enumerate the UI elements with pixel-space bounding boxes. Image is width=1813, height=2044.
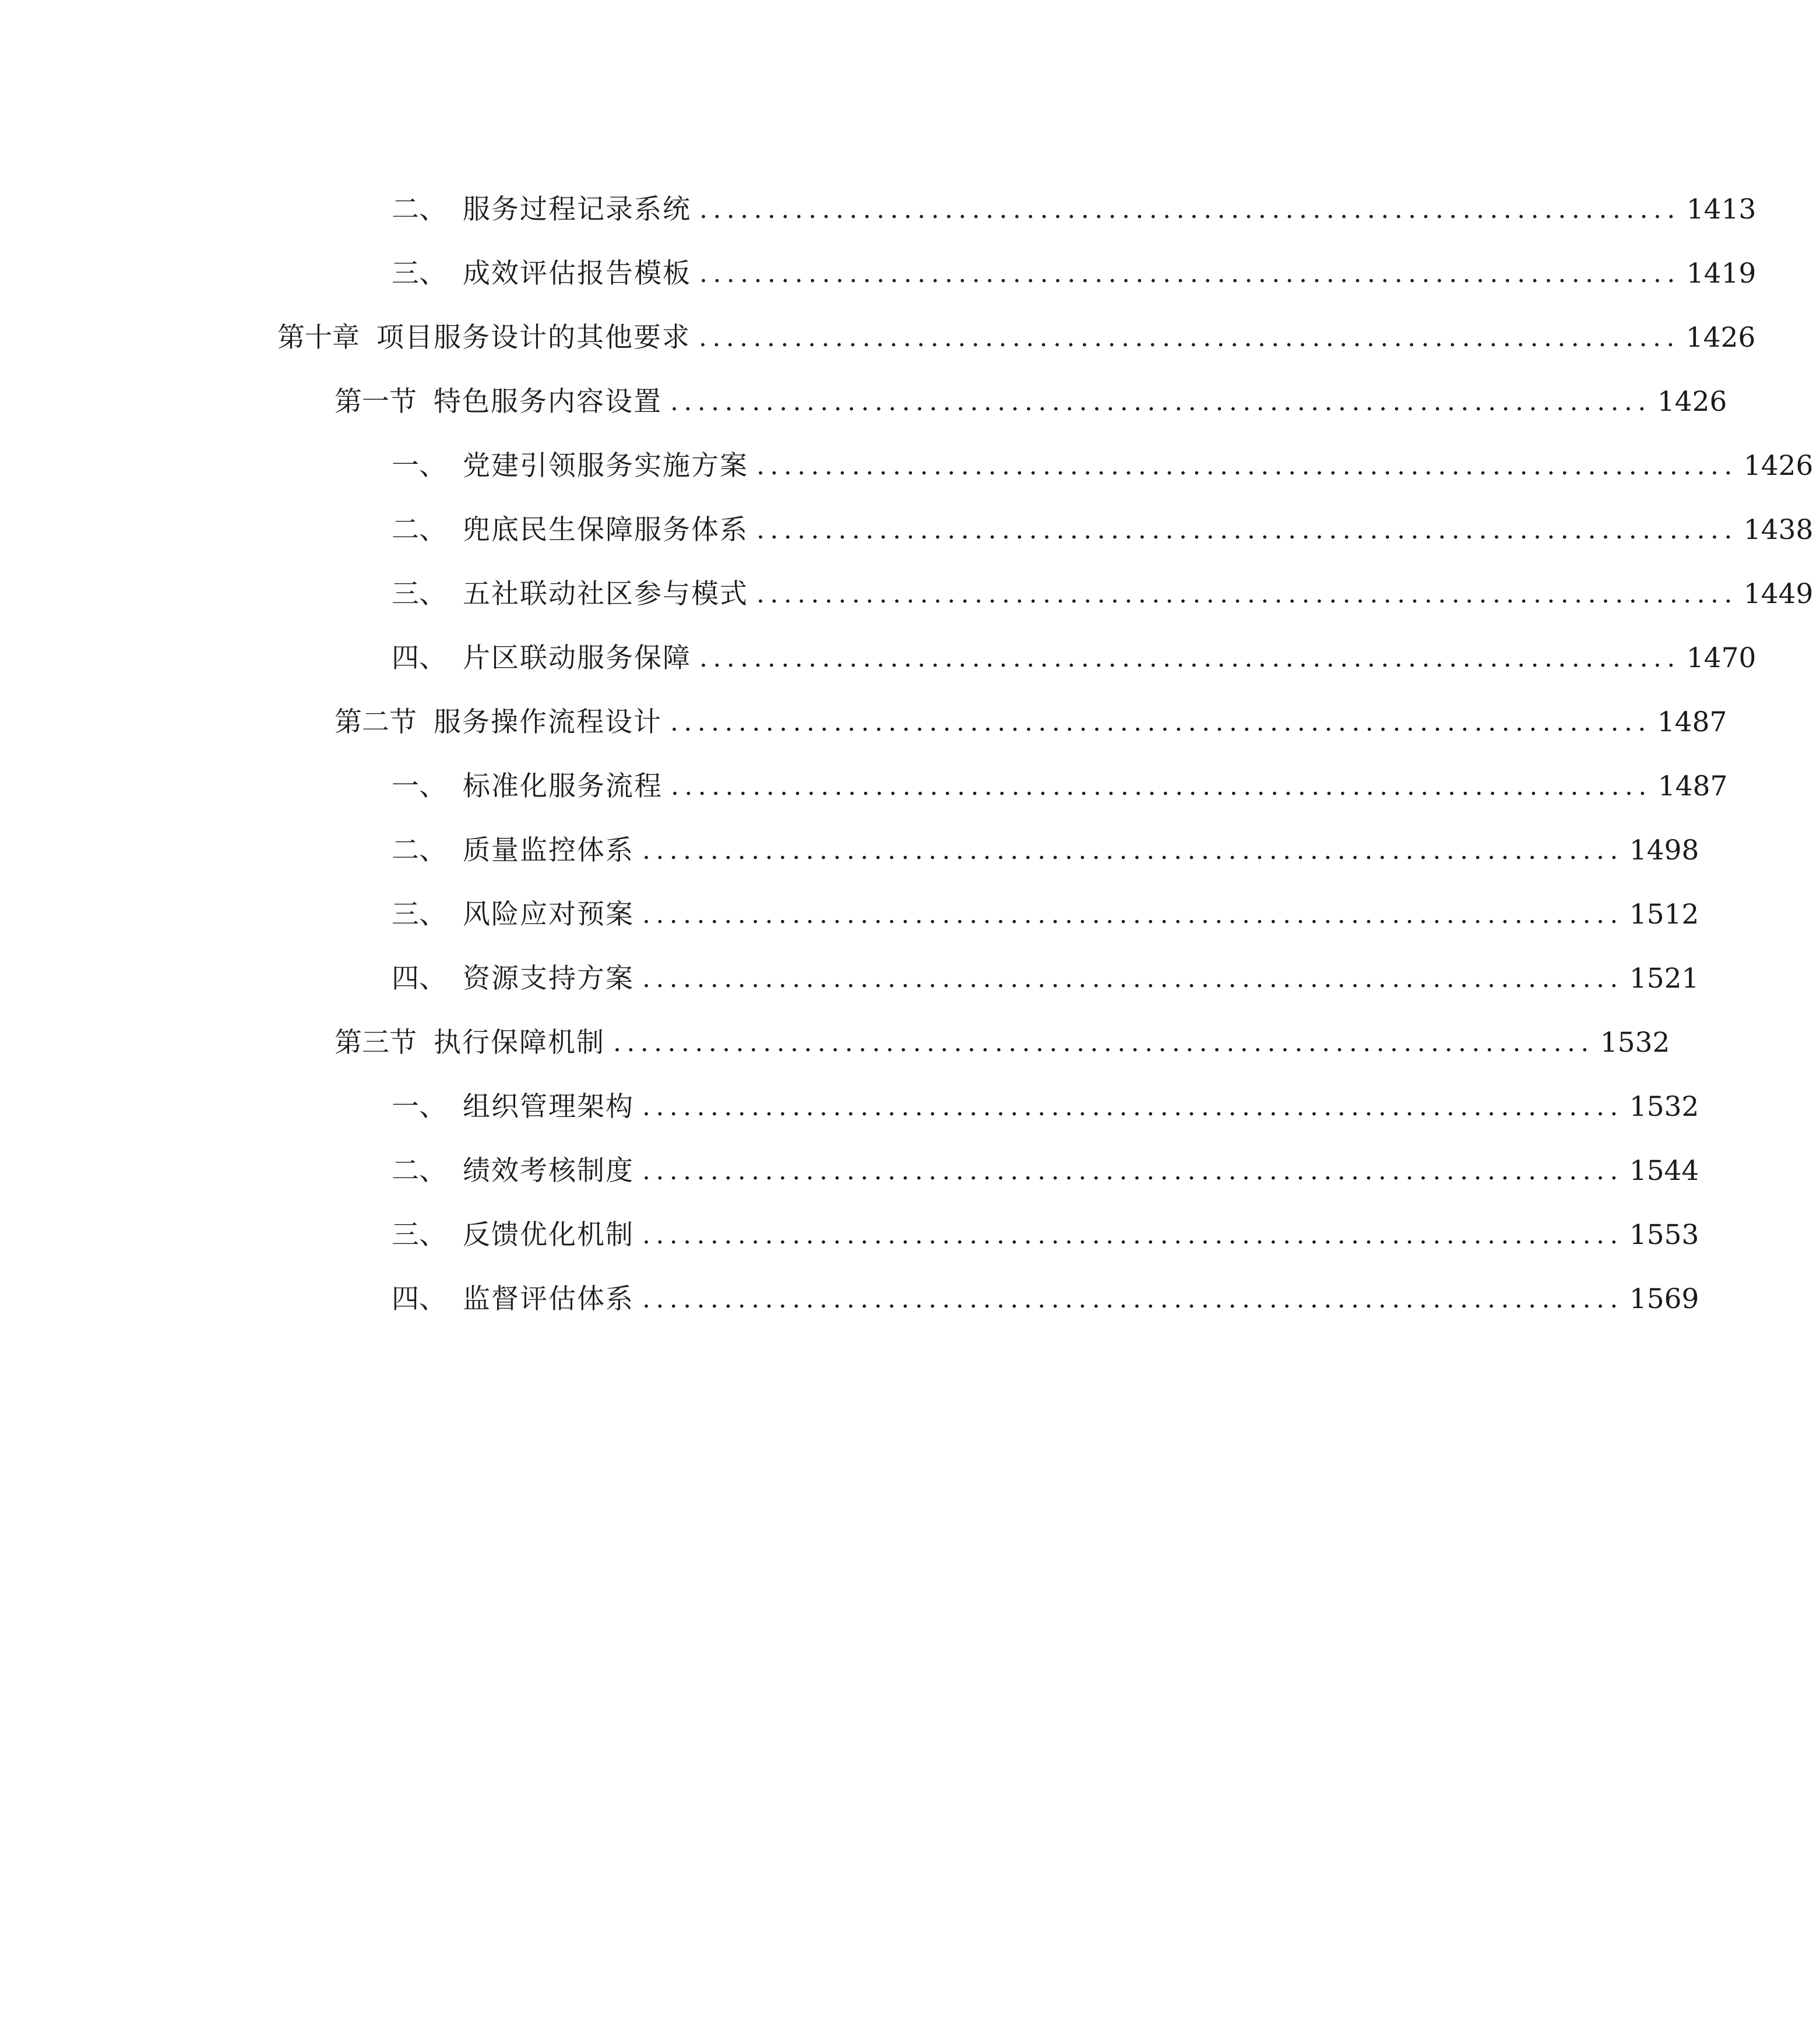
toc-entry[interactable] [392, 1078, 1699, 1125]
entry-number: 第三节 [335, 1027, 417, 1059]
entry-number: 一、 [392, 450, 446, 482]
entry-title: 五社联动社区参与模式 [463, 578, 748, 610]
dot-leader: ........................................................................ [642, 1156, 1624, 1186]
entry-number: 四、 [392, 642, 446, 674]
entry-number: 第二节 [335, 706, 417, 738]
entry-page-number: 1553 [1629, 1219, 1699, 1251]
dot-leader: ........................................................................ [642, 900, 1624, 929]
toc-entry[interactable] [392, 501, 1813, 548]
dot-leader: ........................................................................ [642, 836, 1624, 865]
entry-page-number: 1470 [1686, 642, 1756, 674]
entry-title: 执行保障机制 [434, 1027, 605, 1059]
entry-page-number: 1449 [1743, 578, 1813, 610]
dot-leader: ........................................................................ [642, 964, 1624, 993]
entry-title: 监督评估体系 [463, 1283, 634, 1315]
entry-number: 一、 [392, 1091, 446, 1123]
entry-page-number: 1487 [1657, 706, 1727, 738]
dot-leader: ........................................................................ [670, 707, 1652, 737]
toc-entry[interactable] [392, 565, 1813, 612]
toc-entry[interactable] [392, 757, 1728, 804]
toc-entry[interactable] [392, 1206, 1699, 1253]
toc-entry[interactable] [392, 181, 1756, 227]
dot-leader: ........................................................................ [671, 771, 1652, 801]
dot-leader: ........................................................................ [756, 451, 1738, 481]
entry-number: 三、 [392, 578, 446, 610]
toc-entry-section[interactable] [335, 373, 1727, 420]
entry-page-number: 1498 [1629, 834, 1699, 866]
entry-number: 第十章 [277, 322, 360, 354]
dot-leader: ........................................................................ [642, 1284, 1624, 1314]
toc-entry-section[interactable] [335, 693, 1727, 740]
toc-entry[interactable] [392, 950, 1699, 996]
entry-title: 反馈优化机制 [463, 1219, 634, 1251]
entry-title: 特色服务内容设置 [434, 386, 662, 418]
entry-title: 片区联动服务保障 [463, 642, 691, 674]
dot-leader: ........................................................................ [642, 1220, 1624, 1250]
entry-page-number: 1532 [1629, 1091, 1699, 1123]
entry-number: 四、 [392, 963, 446, 995]
entry-number: 二、 [392, 514, 446, 546]
entry-title: 质量监控体系 [463, 834, 634, 866]
entry-number: 第一节 [335, 386, 417, 418]
entry-title: 成效评估报告模板 [463, 258, 691, 290]
entry-page-number: 1532 [1600, 1027, 1670, 1059]
dot-leader: ........................................................................ [699, 259, 1681, 288]
entry-number: 三、 [392, 898, 446, 931]
entry-page-number: 1413 [1686, 193, 1756, 225]
entry-page-number: 1426 [1685, 322, 1756, 354]
dot-leader: ........................................................................ [756, 579, 1738, 609]
entry-number: 一、 [392, 770, 446, 802]
entry-title: 党建引领服务实施方案 [463, 450, 748, 482]
toc-entry[interactable] [392, 822, 1699, 868]
entry-number: 三、 [392, 258, 446, 290]
entry-title: 风险应对预案 [463, 898, 634, 931]
toc-entry-chapter[interactable] [277, 309, 1756, 355]
entry-page-number: 1569 [1629, 1283, 1699, 1315]
entry-number: 二、 [392, 834, 446, 866]
entry-page-number: 1544 [1629, 1155, 1699, 1187]
entry-title: 资源支持方案 [463, 963, 634, 995]
entry-title: 组织管理架构 [463, 1091, 634, 1123]
dot-leader: ........................................................................ [699, 323, 1680, 353]
entry-title: 服务操作流程设计 [434, 706, 662, 738]
entry-title: 兜底民生保障服务体系 [463, 514, 748, 546]
entry-title: 绩效考核制度 [463, 1155, 634, 1187]
entry-number: 四、 [392, 1283, 446, 1315]
entry-page-number: 1512 [1629, 898, 1699, 931]
toc-entry[interactable] [392, 437, 1813, 484]
entry-page-number: 1521 [1629, 963, 1699, 995]
toc-entry[interactable] [392, 629, 1756, 676]
entry-page-number: 1426 [1743, 450, 1813, 482]
toc-entry[interactable] [392, 886, 1699, 932]
toc-entry[interactable] [392, 245, 1756, 291]
dot-leader: ........................................................................ [670, 387, 1652, 417]
dot-leader: ........................................................................ [642, 1092, 1624, 1122]
entry-page-number: 1419 [1686, 258, 1756, 290]
entry-number: 二、 [392, 1155, 446, 1187]
toc-entry-section[interactable] [335, 1014, 1670, 1060]
dot-leader: ........................................................................ [756, 515, 1738, 545]
entry-title: 标准化服务流程 [463, 770, 663, 802]
entry-number: 二、 [392, 193, 446, 225]
entry-title: 服务过程记录系统 [463, 193, 691, 225]
entry-page-number: 1487 [1657, 770, 1728, 802]
dot-leader: ........................................................................ [613, 1028, 1594, 1058]
entry-page-number: 1426 [1657, 386, 1727, 418]
dot-leader: ........................................................................ [699, 195, 1681, 224]
entry-page-number: 1438 [1743, 514, 1813, 546]
entry-number: 三、 [392, 1219, 446, 1251]
toc-entry[interactable] [392, 1270, 1699, 1317]
entry-title: 项目服务设计的其他要求 [376, 322, 691, 354]
dot-leader: ........................................................................ [699, 643, 1681, 673]
toc-entry[interactable] [392, 1142, 1699, 1189]
